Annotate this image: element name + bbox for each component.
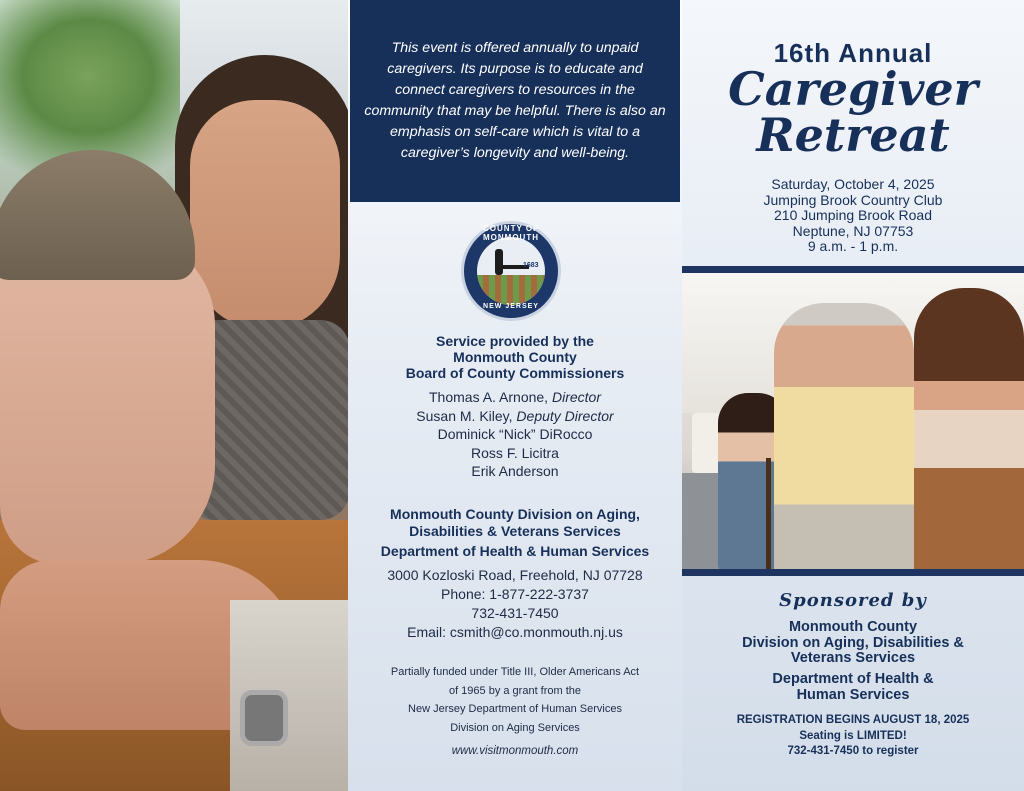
intro-box (350, 0, 680, 202)
contact-phone[interactable]: Phone: 1-877-222-3737 (441, 586, 589, 602)
division-line: Department of Health & Human Services (380, 543, 650, 559)
event-city: Neptune, NJ 07753 (792, 222, 914, 239)
elderly-man-figure (774, 303, 914, 576)
seal-farmer (495, 249, 503, 275)
registration-phone[interactable]: 732-431-7450 to register (787, 745, 919, 757)
woman-figure (914, 288, 1024, 576)
commissioner-list (348, 388, 682, 481)
sponsor-dept-line: Human Services (796, 686, 910, 703)
seal-top-text: COUNTY OF MONMOUTH (483, 224, 539, 242)
contact-phone-local[interactable]: 732-431-7450 (471, 605, 559, 621)
funding-note (348, 663, 682, 737)
division-line: Monmouth County Division on Aging, (390, 506, 640, 522)
seal-year: 1683 (523, 262, 539, 269)
event-title-line: Retreat (756, 108, 950, 162)
contact-address: 3000 Kozloski Road, Freehold, NJ 07728 (387, 567, 643, 583)
sponsor-department (682, 672, 1024, 703)
wristwatch (240, 690, 288, 746)
registration-date: REGISTRATION BEGINS AUGUST 18, 2025 (736, 714, 970, 726)
division-line: Disabilities & Veterans Services (409, 523, 621, 539)
commissioner-item (348, 462, 682, 481)
seal-emblem (477, 237, 545, 305)
contact-info (348, 566, 682, 642)
service-heading (348, 333, 682, 381)
man-face (0, 235, 215, 565)
commissioner-item (348, 444, 682, 463)
service-line: Board of County Commissioners (405, 365, 625, 381)
family-photo (682, 266, 1024, 576)
event-time: 9 a.m. - 1 p.m. (807, 238, 899, 254)
service-line: Service provided by the (436, 333, 594, 349)
website-link[interactable]: www.visitmonmouth.com (451, 745, 579, 757)
commissioner-item (348, 388, 682, 407)
commissioner-name: Thomas A. Arnone, (429, 389, 552, 405)
middle-panel (348, 0, 682, 791)
commissioner-name: Erik Anderson (471, 463, 559, 479)
service-line: Monmouth County (453, 349, 577, 365)
funding-line: Division on Aging Services (450, 721, 580, 734)
sponsor-line: Division on Aging, Disabilities & (742, 634, 964, 651)
funding-line: New Jersey Department of Human Services (408, 703, 622, 715)
event-annual: 16th Annual (773, 38, 933, 68)
event-venue: Jumping Brook Country Club (763, 191, 943, 208)
funding-line: of 1965 by a grant from the (448, 684, 582, 697)
event-street: 210 Jumping Brook Road (774, 207, 932, 223)
commissioner-title: Director (551, 389, 601, 405)
seal-field (477, 275, 545, 305)
intro-text: This event is offered annually to unpaid caregivers. Its purpose is to educate and connect caregivers to resources in the community that may be helpful. There is also an emphasis on self-care which is vital to a caregiver’s longevity and well-being. (364, 40, 666, 161)
woman-face (190, 100, 340, 330)
caregiver-photo (0, 0, 348, 791)
sponsor-organization (682, 620, 1024, 667)
event-title (682, 62, 1024, 162)
division-heading (348, 506, 682, 560)
seating-note: Seating is LIMITED! (799, 729, 907, 742)
commissioner-name: Dominick “Nick” DiRocco (437, 426, 593, 442)
commissioner-title: Deputy Director (516, 407, 614, 424)
contact-email[interactable]: Email: csmith@co.monmouth.nj.us (407, 624, 623, 640)
sponsor-line: Veterans Services (790, 650, 916, 666)
event-title-line: Caregiver (728, 62, 978, 116)
event-date: Saturday, October 4, 2025 (771, 176, 935, 192)
registration-info (682, 713, 1024, 760)
walking-cane (766, 458, 771, 576)
sponsored-heading: Sponsored by (779, 590, 927, 611)
sponsor-dept-line: Department of Health & (772, 671, 934, 687)
event-details (682, 177, 1024, 255)
funding-line: Partially funded under Title III, Older Americans Act (390, 666, 640, 678)
commissioner-name: Susan M. Kiley, (416, 407, 517, 424)
seal-bottom-text: NEW JERSEY (483, 303, 539, 310)
commissioner-item (348, 425, 682, 444)
commissioner-name: Ross F. Licitra (471, 444, 559, 461)
sponsor-line: Monmouth County (788, 619, 918, 635)
commissioner-item (348, 407, 682, 426)
